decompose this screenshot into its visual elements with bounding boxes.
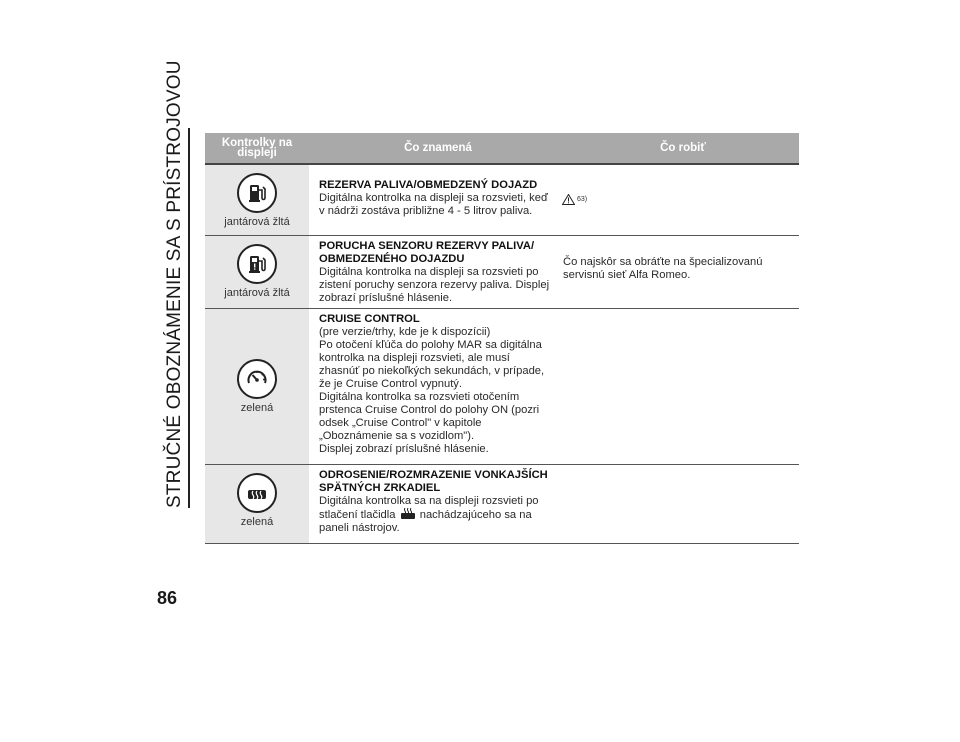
action-cell	[553, 309, 797, 464]
defrost-button-icon	[400, 508, 416, 520]
indicator-color-label: zelená	[240, 402, 274, 414]
indicator-color-label: jantárová žltá	[224, 216, 290, 228]
indicator-description-line: (pre verzie/trhy, kde je k dispozícii)	[319, 326, 491, 338]
indicator-description-line: Displej zobrazí príslušné hlásenie.	[319, 443, 489, 455]
indicator-title: PORUCHA SENZORU REZERVY PALIVA/ OBMEDZENÉHO DOJAZDU	[319, 240, 535, 265]
table-row	[205, 465, 799, 544]
mirror-defrost-icon	[237, 473, 277, 513]
warning-triangle-icon	[562, 194, 575, 205]
fuel-pump-icon	[237, 173, 277, 213]
indicator-table	[205, 133, 799, 544]
table-row	[205, 309, 799, 465]
cruise-control-icon	[237, 359, 277, 399]
indicator-color-label: zelená	[240, 516, 274, 528]
meaning-cell	[309, 236, 553, 308]
indicator-title: CRUISE CONTROL	[319, 313, 420, 325]
fuel-sensor-fault-icon	[237, 244, 277, 284]
indicator-description-line: Digitálna kontrolka sa rozsvieti otočením prstenca Cruise Control do polohy ON (pozri odsek „Cruise Control" v kapitole „Oboznámenie sa s vozidlom").	[319, 391, 540, 442]
table-row	[205, 165, 799, 236]
section-title-rule	[188, 128, 190, 508]
indicator-description-line: Po otočení kľúča do polohy MAR sa digitálna kontrolka na displeji rozsvieti, ale musí zhasnúť po niekoľkých sekundách, v prípade, že je Cruise Control vypnutý.	[319, 339, 545, 390]
table-header	[205, 133, 799, 165]
header-meaning: Čo znamená	[404, 142, 472, 154]
table-row	[205, 236, 799, 309]
indicator-cell	[205, 465, 309, 543]
section-title-vertical: STRUČNÉ OBOZNÁMENIE SA S PRÍSTROJOVOU	[164, 60, 185, 508]
warning-reference	[562, 193, 797, 206]
meaning-cell	[309, 309, 553, 464]
description-end: nachádzajúceho sa na paneli nástrojov.	[319, 509, 532, 534]
meaning-cell	[309, 165, 553, 235]
header-action: Čo robiť	[660, 142, 706, 154]
indicator-cell	[205, 236, 309, 308]
indicator-cell	[205, 309, 309, 464]
action-text: Čo najskôr sa obráťte na špecializovanú servisnú sieť Alfa Romeo.	[563, 256, 763, 281]
indicator-cell	[205, 165, 309, 235]
warning-number: 63)	[577, 196, 588, 203]
description-start: Digitálna kontrolka sa na displeji rozsvieti po stlačení tlačidla	[319, 495, 539, 521]
indicator-description	[319, 495, 553, 535]
action-cell	[553, 465, 797, 543]
header-indicators: Kontrolky na displeji	[221, 137, 293, 159]
indicator-color-label: jantárová žltá	[224, 287, 290, 299]
indicator-description: Digitálna kontrolka na displeji sa rozsvieti po zistení poruchy senzora rezervy paliva. Displej zobrazí príslušné hlásenie.	[319, 266, 550, 304]
indicator-title: REZERVA PALIVA/OBMEDZENÝ DOJAZD	[319, 179, 538, 191]
indicator-title: ODROSENIE/ROZMRAZENIE VONKAJŠÍCH SPÄTNÝCH ZRKADIEL	[319, 469, 548, 494]
action-cell	[553, 165, 797, 235]
indicator-description: Digitálna kontrolka na displeji sa rozsvieti, keď v nádrži zostáva približne 4 - 5 litrov paliva.	[319, 192, 548, 217]
page-number: 86	[157, 588, 178, 608]
meaning-cell	[309, 465, 553, 543]
